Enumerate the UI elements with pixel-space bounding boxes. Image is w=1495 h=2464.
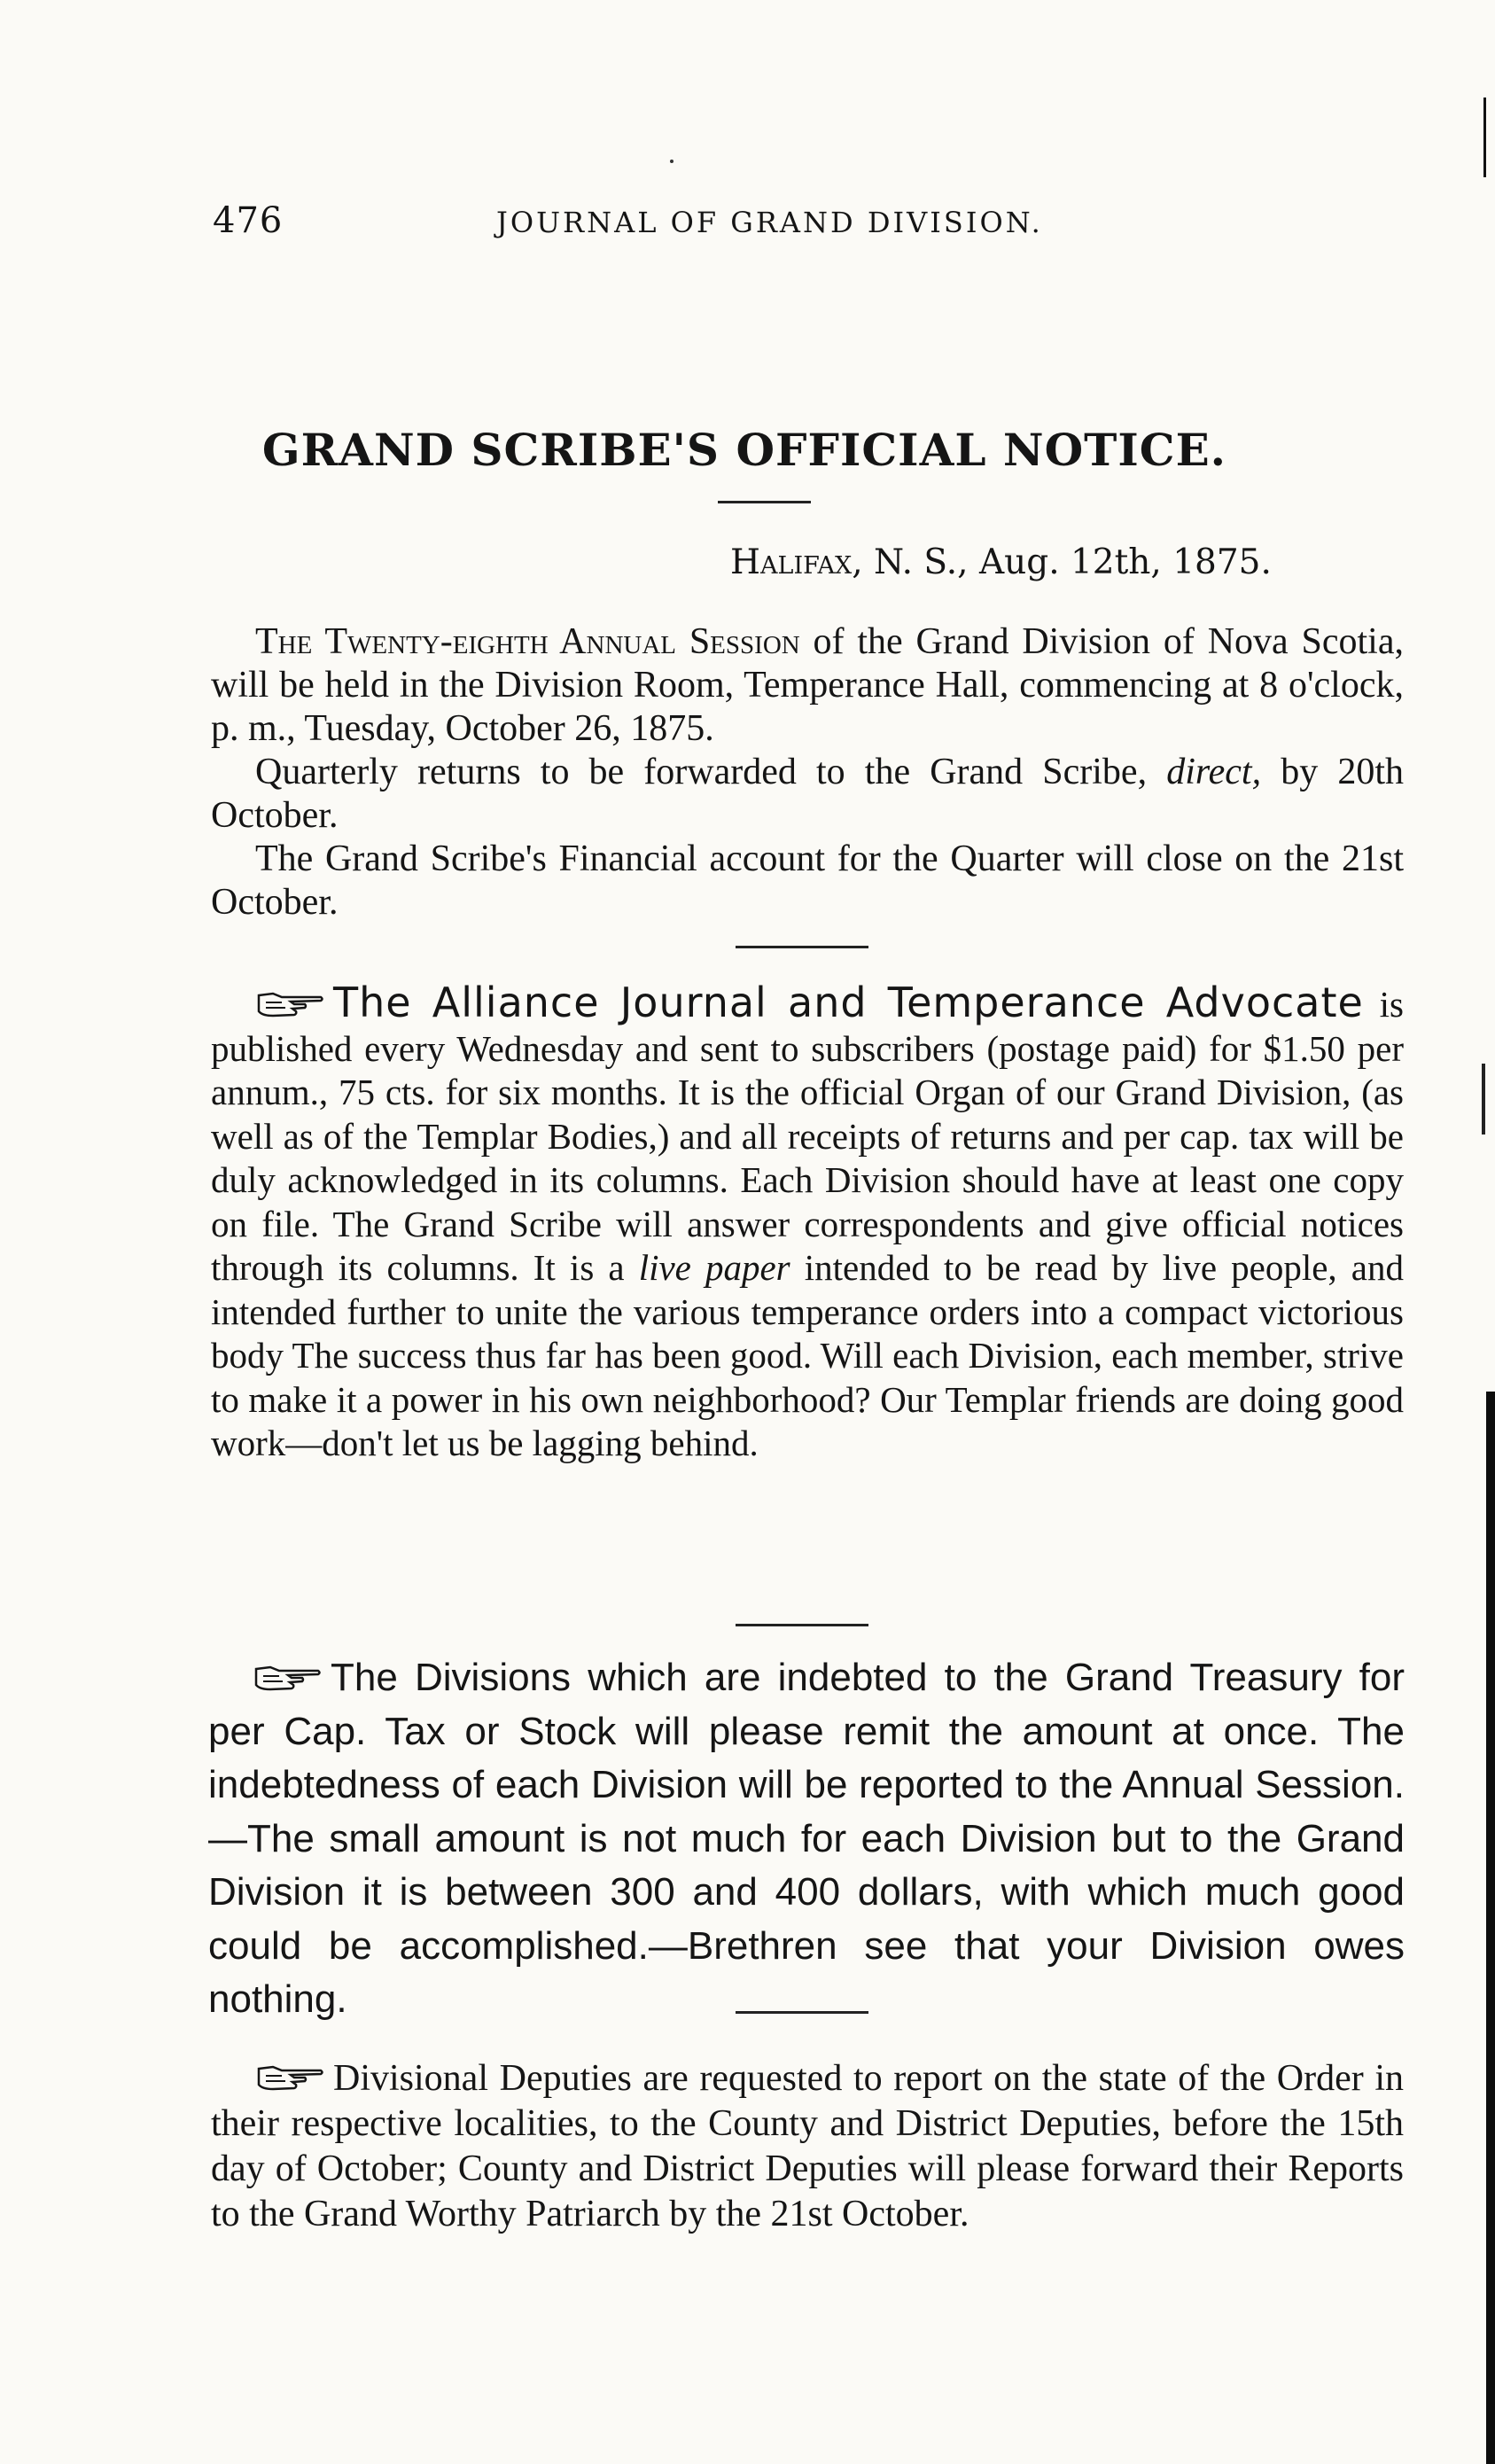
- returns-emphasis: direct,: [1166, 752, 1262, 792]
- alliance-body-end: intended to be read by live people, and intended further to unite the various temperance orders into a compact victorious body The success thus far has been good. Will each Division, each member, strive to make it a power in his own neighborhood? Our Templar friends are doing good work—don't let us be lagging behind.: [211, 1247, 1404, 1463]
- divider-rule: [736, 2011, 868, 2014]
- deputies-text: Divisional Deputies are requested to report on the state of the Order in their respective localities, to the County and District Deputies, before the 15th day of October; County and District Deputies will please forward their Reports to the Grand Worthy Patriarch by the 21st October.: [211, 2058, 1404, 2234]
- alliance-paragraph: [211, 981, 1404, 1466]
- dateline: [730, 542, 1272, 582]
- scan-edge-shadow: [1486, 1392, 1495, 2464]
- returns-text-start: Quarterly returns to be forwarded to the Grand Scribe,: [255, 752, 1167, 792]
- treasury-text: The Divisions which are indebted to the Grand Treasury for per Cap. Tax or Stock will please remit the amount at once. The indebtedness of each Division will be reported to the Annual Session.—The small amount is not much for each Division but to the Grand Division it is between 300 and 400 dollars, with which much good could be accomplished.—Brethren see that your Division owes nothing.: [208, 1656, 1405, 2021]
- session-lead: The Twenty-eighth Annual Session: [255, 621, 800, 662]
- dateline-date: , N. S., Aug. 12th, 1875.: [852, 542, 1272, 582]
- divider-rule: [718, 501, 811, 503]
- notice-title: GRAND SCRIBE'S OFFICIAL NOTICE.: [261, 424, 1227, 476]
- scan-edge-mark: [1483, 97, 1486, 177]
- alliance-emphasis: live paper: [638, 1247, 790, 1288]
- ink-speck: [670, 160, 674, 163]
- divider-rule: [736, 946, 868, 948]
- session-paragraph: [211, 620, 1404, 750]
- running-header: [213, 200, 1108, 253]
- page-number: 476: [213, 200, 284, 241]
- scan-edge-mark: [1482, 1064, 1485, 1135]
- returns-paragraph: [211, 751, 1404, 838]
- journal-title: JOURNAL OF GRAND DIVISION.: [496, 206, 1043, 239]
- divider-rule: [736, 1624, 868, 1626]
- pointing-hand-icon: [255, 2063, 324, 2092]
- pointing-hand-icon: [255, 990, 324, 1018]
- alliance-body-start: is published every Wednesday and sent to subscribers (postage paid) for $1.50 per annum., 75 cts. for six months. It is the official Organ of our Grand Division, (as well as of the Templar Bodies,) and all receipts of returns and per cap. tax will be duly acknowledged in its columns. Each Division should have at least one copy on file. The Grand Scribe will answer correspondents and give official notices through its columns. It is a: [211, 984, 1404, 1288]
- returns-text-end: by 20th October.: [211, 752, 1405, 836]
- session-body: of the Grand Division of Nova Scotia, will be held in the Division Room, Temperance Hall, commencing at 8 o'clock, p. m., Tuesday, October 26, 1875.: [211, 621, 1404, 749]
- financial-paragraph: The Grand Scribe's Financial account for the Quarter will close on the 21st October.: [211, 838, 1404, 923]
- treasury-paragraph: [208, 1651, 1405, 2027]
- pointing-hand-icon: [253, 1664, 322, 1692]
- alliance-heading: The Alliance Journal and Temperance Advocate: [333, 979, 1364, 1026]
- deputies-paragraph: [211, 2056, 1404, 2237]
- dateline-place: Halifax: [730, 542, 853, 582]
